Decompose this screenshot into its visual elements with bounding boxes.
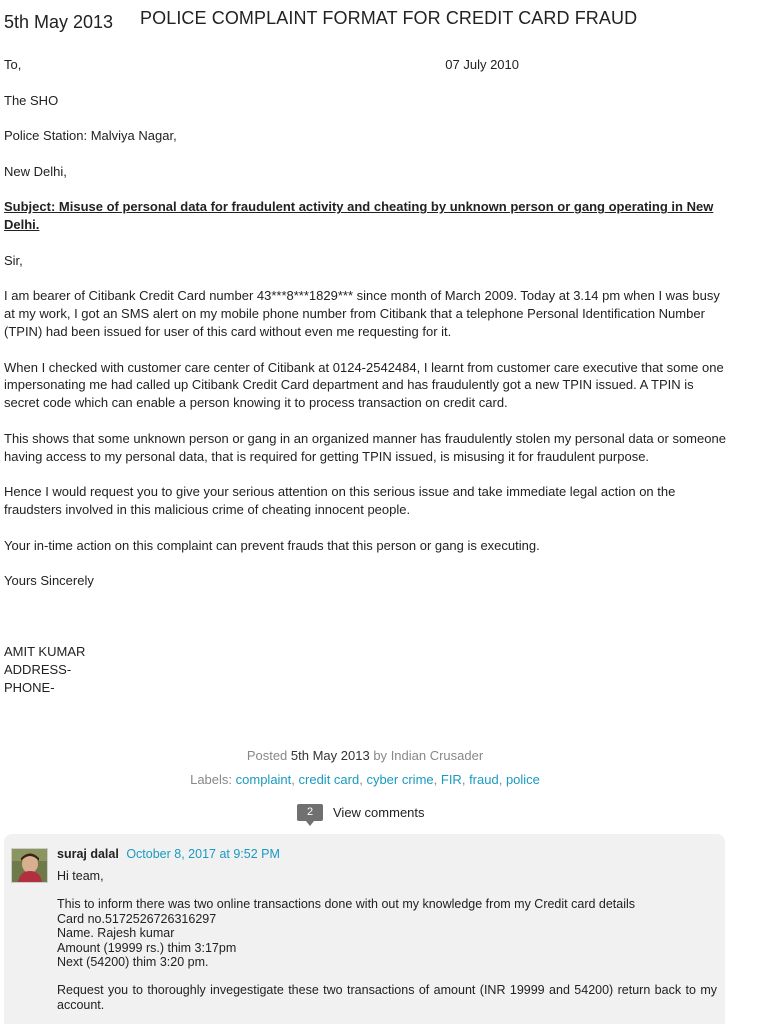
letter-to: To, — [4, 57, 22, 72]
label-link[interactable]: cyber crime — [366, 772, 434, 787]
letter-salutation: Sir, — [4, 252, 23, 268]
comment-line: This to inform there was two online transactions done with out my knowledge from my Credit card details — [57, 897, 636, 912]
comment-line: Amount (19999 rs.) thim 3:17pm — [57, 940, 237, 955]
comment-line: Next (54200) thim 3:20 pm. — [57, 955, 209, 970]
label-link[interactable]: complaint — [235, 772, 292, 787]
letter-header-row — [4, 56, 726, 74]
post-footer — [0, 744, 730, 792]
post-labels: Labels: complaint, credit card, cyber crime, FIR, fraud, police — [190, 772, 540, 787]
letter-closing: Yours Sincerely — [4, 573, 94, 589]
comment — [4, 834, 725, 1024]
post-title: POLICE COMPLAINT FORMAT FOR CREDIT CARD FRAUD — [140, 8, 638, 28]
signature-name: AMIT KUMAR — [4, 643, 86, 659]
letter-paragraph: I am bearer of Citibank Credit Card number 43***8***1829*** since month of March 2009. Today at 3.14 pm when I was busy at my work, I got an SMS alert on my mobile phone number from Citibank that a telephone Personal Identification Number (TPIN) had been issued for user of this card without even me requesting for it. — [4, 288, 720, 339]
labels-prefix: Labels: — [190, 772, 233, 787]
comment-line: Card no.5172526726316297 — [57, 911, 217, 926]
comment-body — [57, 869, 717, 1012]
letter-recipient: The SHO — [4, 92, 59, 108]
post-meta — [0, 744, 730, 768]
complaint-letter — [4, 56, 726, 696]
speech-bubble-icon[interactable]: 2 — [297, 804, 323, 821]
user-avatar-photo-icon — [12, 849, 47, 882]
comment-greeting: Hi team, — [57, 869, 104, 883]
post-header — [0, 0, 768, 40]
comment-timestamp[interactable]: October 8, 2017 at 9:52 PM — [126, 847, 280, 861]
view-comments-label[interactable]: View comments — [333, 804, 425, 820]
letter-signature — [4, 643, 726, 696]
comment-header — [57, 847, 280, 861]
posted-by: by — [373, 748, 388, 763]
view-comments-toggle[interactable] — [297, 802, 425, 822]
posted-prefix: Posted — [246, 748, 288, 763]
letter-date: 07 July 2010 — [445, 57, 519, 72]
letter-station: Police Station: Malviya Nagar, — [4, 128, 177, 144]
letter-paragraph: Hence I would request you to give your serious attention on this serious issue and take immediate legal action on the fraudsters involved in this malicious crime of cheating innocent people. — [4, 484, 676, 517]
label-link[interactable]: police — [505, 772, 540, 787]
letter-subject: Subject: Misuse of personal data for fraudulent activity and cheating by unknown person or gang operating in New Delhi. — [4, 199, 714, 233]
comment-request: Request you to thoroughly invegestigate these two transactions of amount (INR 19999 and 54200) return back to my account. — [57, 983, 717, 1012]
signature-address: ADDRESS- — [4, 661, 72, 677]
post-date: 5th May 2013 — [4, 12, 114, 32]
avatar[interactable] — [11, 848, 48, 883]
letter-paragraph: When I checked with customer care center of Citibank at 0124-2542484, I learnt from customer care executive that some one impersonating me had called up Citibank Credit Card department and has fraudulently got a new TPIN issued. A TPIN is secret code which can enable a person knowing it to process transaction on credit card. — [4, 359, 724, 411]
label-link[interactable]: credit card — [298, 772, 360, 787]
label-link[interactable]: fraud — [469, 772, 499, 787]
post-author: Indian Crusader — [390, 748, 484, 763]
comment-author[interactable]: suraj dalal — [57, 847, 119, 861]
comment-line: Name. Rajesh kumar — [57, 926, 175, 941]
letter-paragraph: This shows that some unknown person or gang in an organized manner has fraudulently stolen my personal data or someone having access to my personal data, that is required for getting TPIN issued, is misusing it for fraudulent purpose. — [4, 430, 726, 464]
label-link[interactable]: FIR — [440, 772, 462, 787]
signature-phone: PHONE- — [4, 679, 55, 695]
letter-paragraph: Your in-time action on this complaint can prevent frauds that this person or gang is executing. — [4, 537, 540, 553]
posted-date-link[interactable]: 5th May 2013 — [290, 748, 370, 763]
letter-city: New Delhi, — [4, 163, 67, 179]
